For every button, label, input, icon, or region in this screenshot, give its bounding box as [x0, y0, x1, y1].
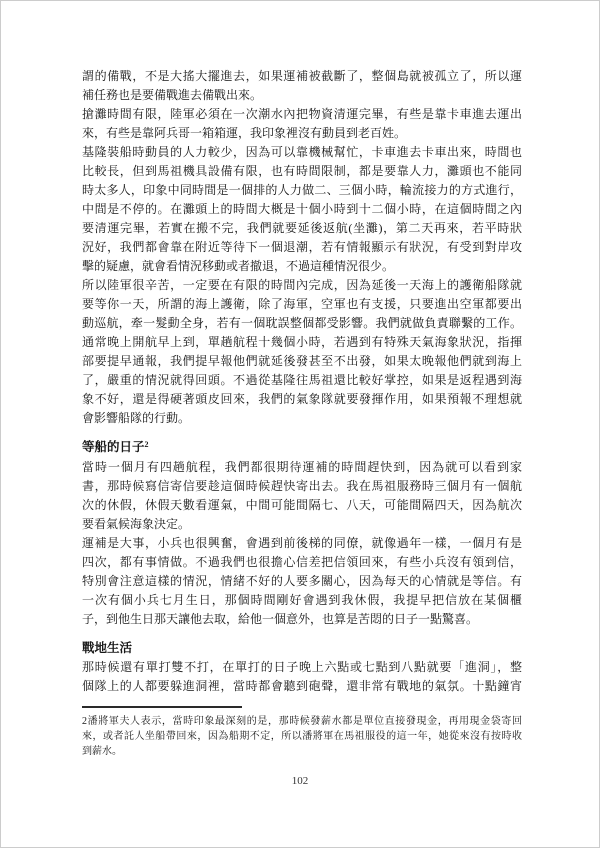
text-line: 了，嚴重的情況就得回頭。不過從基隆往馬祖還比較好掌控，如果是返程遇到海 [82, 373, 522, 387]
text-line: 那時候還有單打雙不打，在單打的日子晚上六點或七點到八點就要「進洞」，整 [82, 660, 522, 674]
text-line: 補任務也是要備戰進去備戰出來。 [82, 88, 263, 102]
section-heading-waiting-for-boats [82, 438, 522, 458]
text-line: 搶灘時間有限，陸軍必須在一次潮水內把物資清運完畢，有些是靠卡車進去運出 [82, 107, 522, 121]
text-line: 一次有個小兵七月生日，那個時間剛好會遇到我休假，我提早把信放在某個櫃 [82, 593, 522, 607]
section-heading-text: 等船的日子 [82, 440, 145, 454]
text-line: 四次，都有事情做。不過我們也很擔心信差把信領回來，有些小兵沒有領到信， [82, 555, 522, 569]
page-body [82, 67, 522, 696]
text-line: 到薪水。 [82, 746, 122, 757]
text-line: 基隆裝船時動員的人力較少，因為可以靠機械幫忙，卡車進去卡車出來，時間也 [82, 145, 522, 159]
section-heading-text: 戰地生活 [82, 641, 133, 655]
text-line: 次的休假，休假天數看運氣，中間可能間隔七、八天，可能間隔四天，因為航次 [82, 498, 522, 512]
section2-paragraphs [82, 658, 522, 696]
text-line: 子，到他生日那天讓他去取，給他一個意外，也算是苦悶的日子一點驚喜。 [82, 612, 479, 626]
page-number: 102 [291, 775, 309, 787]
text-line: 特別會注意這樣的情況，情緒不好的人要多關心，因為每天的心情就是等信。有 [82, 574, 522, 588]
text-line: 謂的備戰，不是大搖大擺進去，如果運補被截斷了，整個島就被孤立了，所以運 [82, 69, 522, 83]
text-line: 象不好，還是得硬著頭皮回來，我們的氣象隊就要發揮作用，如果預報不理想就 [82, 392, 522, 406]
footnote-text [82, 714, 522, 759]
text-line: 2潘將軍夫人表示，當時印象最深刻的是，那時候發薪水都是單位直接發現金，再用現金袋寄回 [82, 716, 522, 727]
intro-paragraphs [82, 67, 522, 428]
text-line: 當時一個月有四趟航程，我們都很期待運補的時間趕快到，因為就可以看到家 [82, 460, 522, 474]
text-line: 時太多人，印象中同時間是一個排的人力做二、三個小時，輪流接力的方式進行， [82, 183, 522, 197]
footnote-separator-rule [82, 706, 242, 708]
footnote-reference-superscript: 2 [144, 440, 149, 449]
text-line: 要清運完畢，若實在搬不完，我們就要延後返航(坐灘)，第二天再來，若平時狀 [82, 221, 522, 235]
text-line: 個隊上的人都要躲進洞裡，當時都會聽到砲聲，還非常有戰地的氣氛。十點鐘宵 [82, 679, 522, 693]
text-line: 比較長，但到馬祖機具設備有限，也有時間限制，都是要靠人力，灘頭也不能同 [82, 164, 522, 178]
text-line: 通常晚上開航早上到，單趟航程十幾個小時，若遇到有特殊天氣海象狀況，指揮 [82, 335, 522, 349]
text-line: 運補是大事，小兵也很興奮，會遇到前後梯的同僚，就像過年一樣，一個月有是 [82, 536, 522, 550]
text-line: 擊的疑慮，就會看情況移動或者撤退，不過這種情況很少。 [82, 259, 395, 273]
text-line: 書，那時候寫信寄信要趁這個時候趕快寄出去。我在馬祖服務時三個月有一個航 [82, 479, 522, 493]
text-line: 況好，我們都會靠在附近等待下一個退潮，若有情報顯示有狀況，有受到對岸攻 [82, 240, 522, 254]
text-line: 部要提早通報，我們提早報他們就延後發甚至不出發，如果太晚報他們就到海上 [82, 354, 522, 368]
section-heading-battlefield-life [82, 639, 522, 658]
footnote-area [82, 706, 522, 759]
text-line: 所以陸軍很辛苦，一定要在有限的時間內完成，因為延後一天海上的護衛船隊就 [82, 278, 522, 292]
text-line: 要看氣候海象決定。 [82, 517, 191, 531]
text-line: 要等你一天，所謂的海上護衛，除了海軍，空軍也有支援，只要進出空軍都要出 [82, 297, 522, 311]
text-line: 來，有些是靠阿兵哥一箱箱運，我印象裡沒有動員到老百姓。 [82, 126, 407, 140]
text-line: 中間是不停的。在灘頭上的時間大概是十個小時到十二個小時，在這個時間之內 [82, 202, 522, 216]
text-line: 動巡航，牽一髮動全身，若有一個耽誤整個都受影響。我們就做負責聯繫的工作。 [82, 316, 522, 330]
section1-paragraphs [82, 458, 522, 629]
text-line: 會影響船隊的行動。 [82, 411, 191, 425]
text-line: 來，或者託人坐船帶回來，因為船期不定，所以潘將軍在馬祖服役的這一年，她從來沒有按時收 [82, 731, 522, 742]
